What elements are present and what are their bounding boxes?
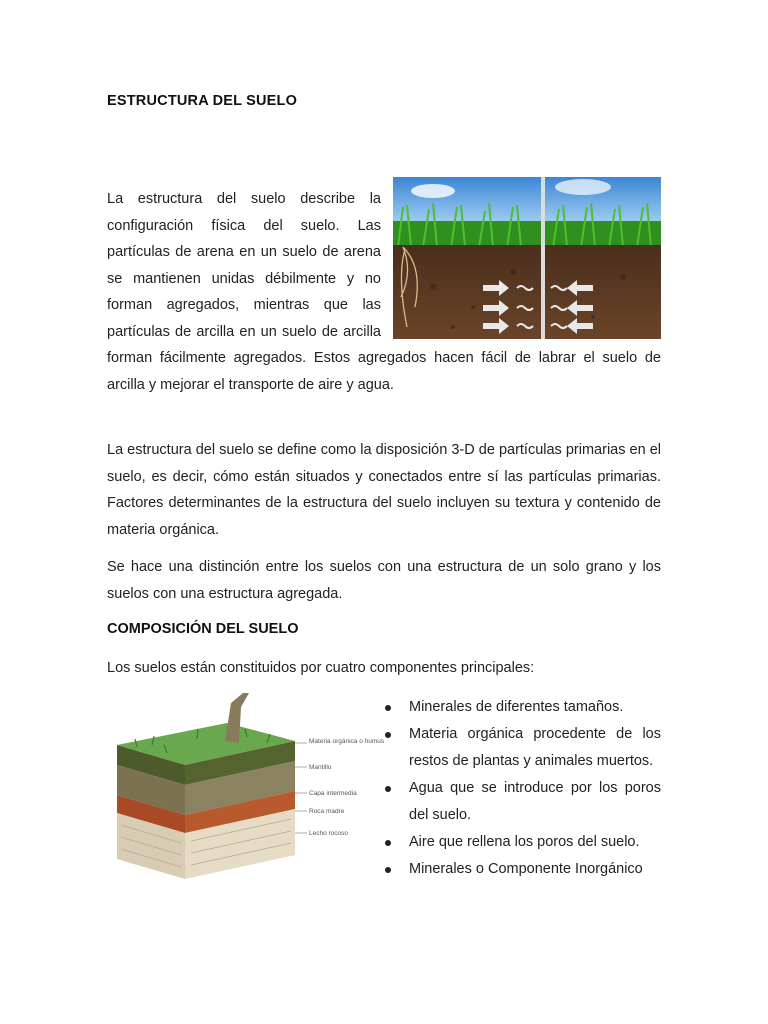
section-subtitle: COMPOSICIÓN DEL SUELO	[107, 621, 299, 637]
paragraph-1: La estructura del suelo describe la configuración física del suelo. Las partículas de arena en un suelo de arena se mantienen unidas débilmente y no forman agregados, mientras que las partículas de arcilla en un suelo de arcilla forman fácilmente agregados. Estos agregados hacen fácil de labrar el suelo de arcilla y mejorar el transporte de aire y agua.	[107, 191, 661, 393]
components-list	[383, 694, 661, 883]
soil-layers-diagram	[107, 693, 385, 889]
soil-grass-image	[393, 177, 661, 339]
bullet-icon	[385, 867, 391, 873]
page-title: ESTRUCTURA DEL SUELO	[107, 93, 298, 109]
list-item: Aire que rellena los poros del suelo.	[383, 829, 661, 856]
intro-block	[107, 186, 661, 398]
bullet-icon	[385, 840, 391, 846]
bullet-icon	[385, 732, 391, 738]
label-humus: Materia orgánica o humus	[309, 738, 385, 745]
label-lecho: Lecho rocoso	[309, 830, 349, 837]
bullet-icon	[385, 705, 391, 711]
paragraph-2: La estructura del suelo se define como la disposición 3-D de partículas primarias en el suelo, es decir, cómo están situados y conectados entre sí las partículas primarias. Factores determinantes de la estructura del suelo incluyen su textura y contenido de materia orgánica.	[107, 442, 661, 538]
label-capa: Capa intermedia	[309, 790, 357, 797]
label-mantillo: Mantillo	[309, 764, 332, 771]
list-item: Agua que se introduce por los poros del suelo.	[383, 775, 661, 829]
label-roca: Roca madre	[309, 808, 345, 815]
list-item: Materia orgánica procedente de los restos de plantas y animales muertos.	[383, 721, 661, 775]
paragraph-3: Se hace una distinción entre los suelos con una estructura de un solo grano y los suelos con una estructura agregada.	[107, 559, 661, 602]
paragraph-4: Los suelos están constituidos por cuatro componentes principales:	[107, 660, 535, 676]
list-item: Minerales de diferentes tamaños.	[383, 694, 661, 721]
bullet-icon	[385, 786, 391, 792]
list-item: Minerales o Componente Inorgánico	[383, 856, 661, 883]
